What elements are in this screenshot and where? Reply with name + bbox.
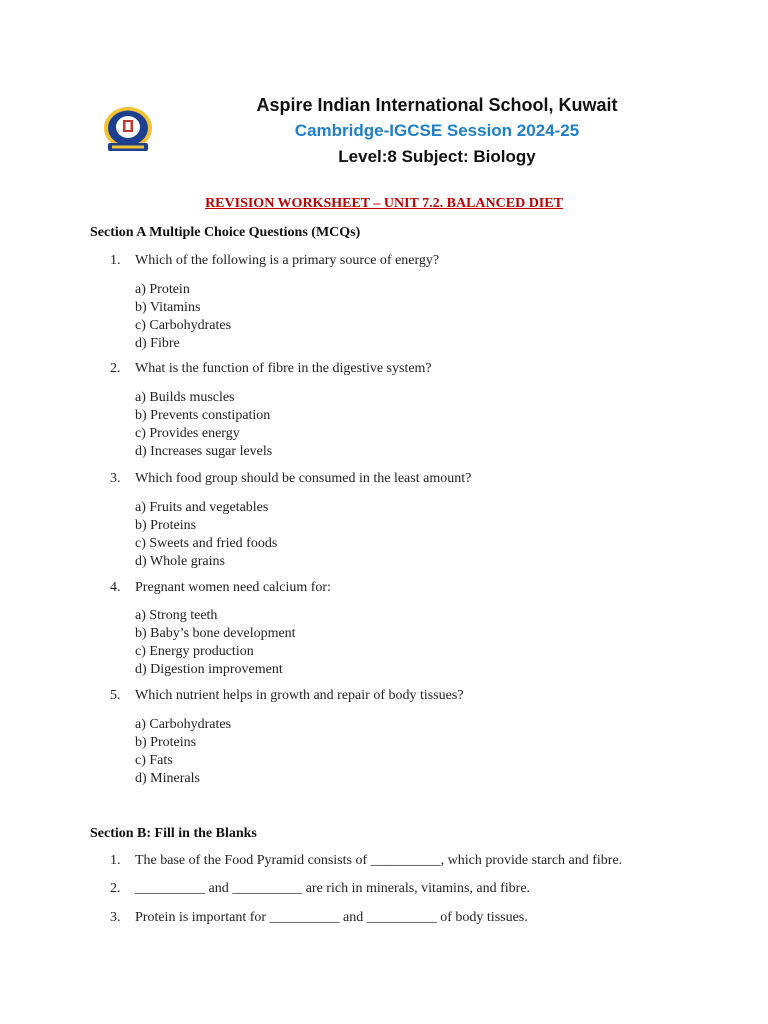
question-a1	[110, 253, 439, 269]
question-number: 1.	[110, 253, 121, 268]
question-number: 3.	[110, 471, 121, 486]
question-text: Which food group should be consumed in the least amount?	[135, 471, 472, 486]
option: d) Digestion improvement	[135, 662, 283, 677]
question-text: Which nutrient helps in growth and repair of body tissues?	[135, 688, 464, 703]
option: c) Energy production	[135, 644, 254, 659]
question-b2	[110, 881, 530, 897]
question-number: 2.	[110, 361, 121, 376]
option: b) Prevents constipation	[135, 408, 271, 423]
option: d) Whole grains	[135, 554, 225, 569]
document-header	[200, 92, 674, 170]
question-a3	[110, 471, 471, 487]
question-a4	[110, 580, 331, 596]
section-a-heading: Section A Multiple Choice Questions (MCQs)	[90, 225, 361, 240]
option: b) Vitamins	[135, 300, 201, 315]
options-a5	[135, 716, 231, 788]
session-title: Cambridge-IGCSE Session 2024-25	[294, 121, 580, 140]
option: d) Minerals	[135, 771, 200, 786]
options-a1	[135, 281, 231, 353]
school-logo	[100, 104, 156, 154]
option: a) Builds muscles	[135, 390, 235, 405]
question-number: 2.	[110, 881, 121, 896]
section-b-heading: Section B: Fill in the Blanks	[90, 826, 257, 841]
question-number: 1.	[110, 853, 121, 868]
option: d) Increases sugar levels	[135, 444, 273, 459]
option: c) Fats	[135, 753, 173, 768]
question-text: The base of the Food Pyramid consists of __________, which provide starch and fibre.	[135, 853, 623, 868]
question-number: 5.	[110, 688, 121, 703]
option: c) Carbohydrates	[135, 318, 232, 333]
option: a) Protein	[135, 282, 190, 297]
options-a2	[135, 389, 272, 461]
option: a) Strong teeth	[135, 608, 218, 623]
question-text: What is the function of fibre in the digestive system?	[135, 361, 432, 376]
question-text: Protein is important for __________ and __________ of body tissues.	[135, 910, 528, 925]
option: d) Fibre	[135, 336, 180, 351]
question-number: 3.	[110, 910, 121, 925]
option: b) Proteins	[135, 518, 197, 533]
question-b1	[110, 853, 622, 869]
question-text: Which of the following is a primary source of energy?	[135, 253, 440, 268]
option: c) Sweets and fried foods	[135, 536, 278, 551]
option: a) Fruits and vegetables	[135, 500, 269, 515]
question-b3	[110, 910, 528, 926]
options-a4	[135, 607, 296, 679]
question-text: __________ and __________ are rich in minerals, vitamins, and fibre.	[135, 881, 531, 896]
question-a2	[110, 361, 432, 377]
question-number: 4.	[110, 580, 121, 595]
worksheet-title: REVISION WORKSHEET – UNIT 7.2. BALANCED DIET	[205, 196, 563, 211]
question-a5	[110, 688, 464, 704]
school-name: Aspire Indian International School, Kuwait	[256, 95, 618, 115]
option: b) Baby’s bone development	[135, 626, 296, 641]
option: a) Carbohydrates	[135, 717, 232, 732]
option: c) Provides energy	[135, 426, 240, 441]
option: b) Proteins	[135, 735, 197, 750]
options-a3	[135, 499, 277, 571]
level-subject: Level:8 Subject: Biology	[338, 147, 536, 166]
question-text: Pregnant women need calcium for:	[135, 580, 331, 595]
